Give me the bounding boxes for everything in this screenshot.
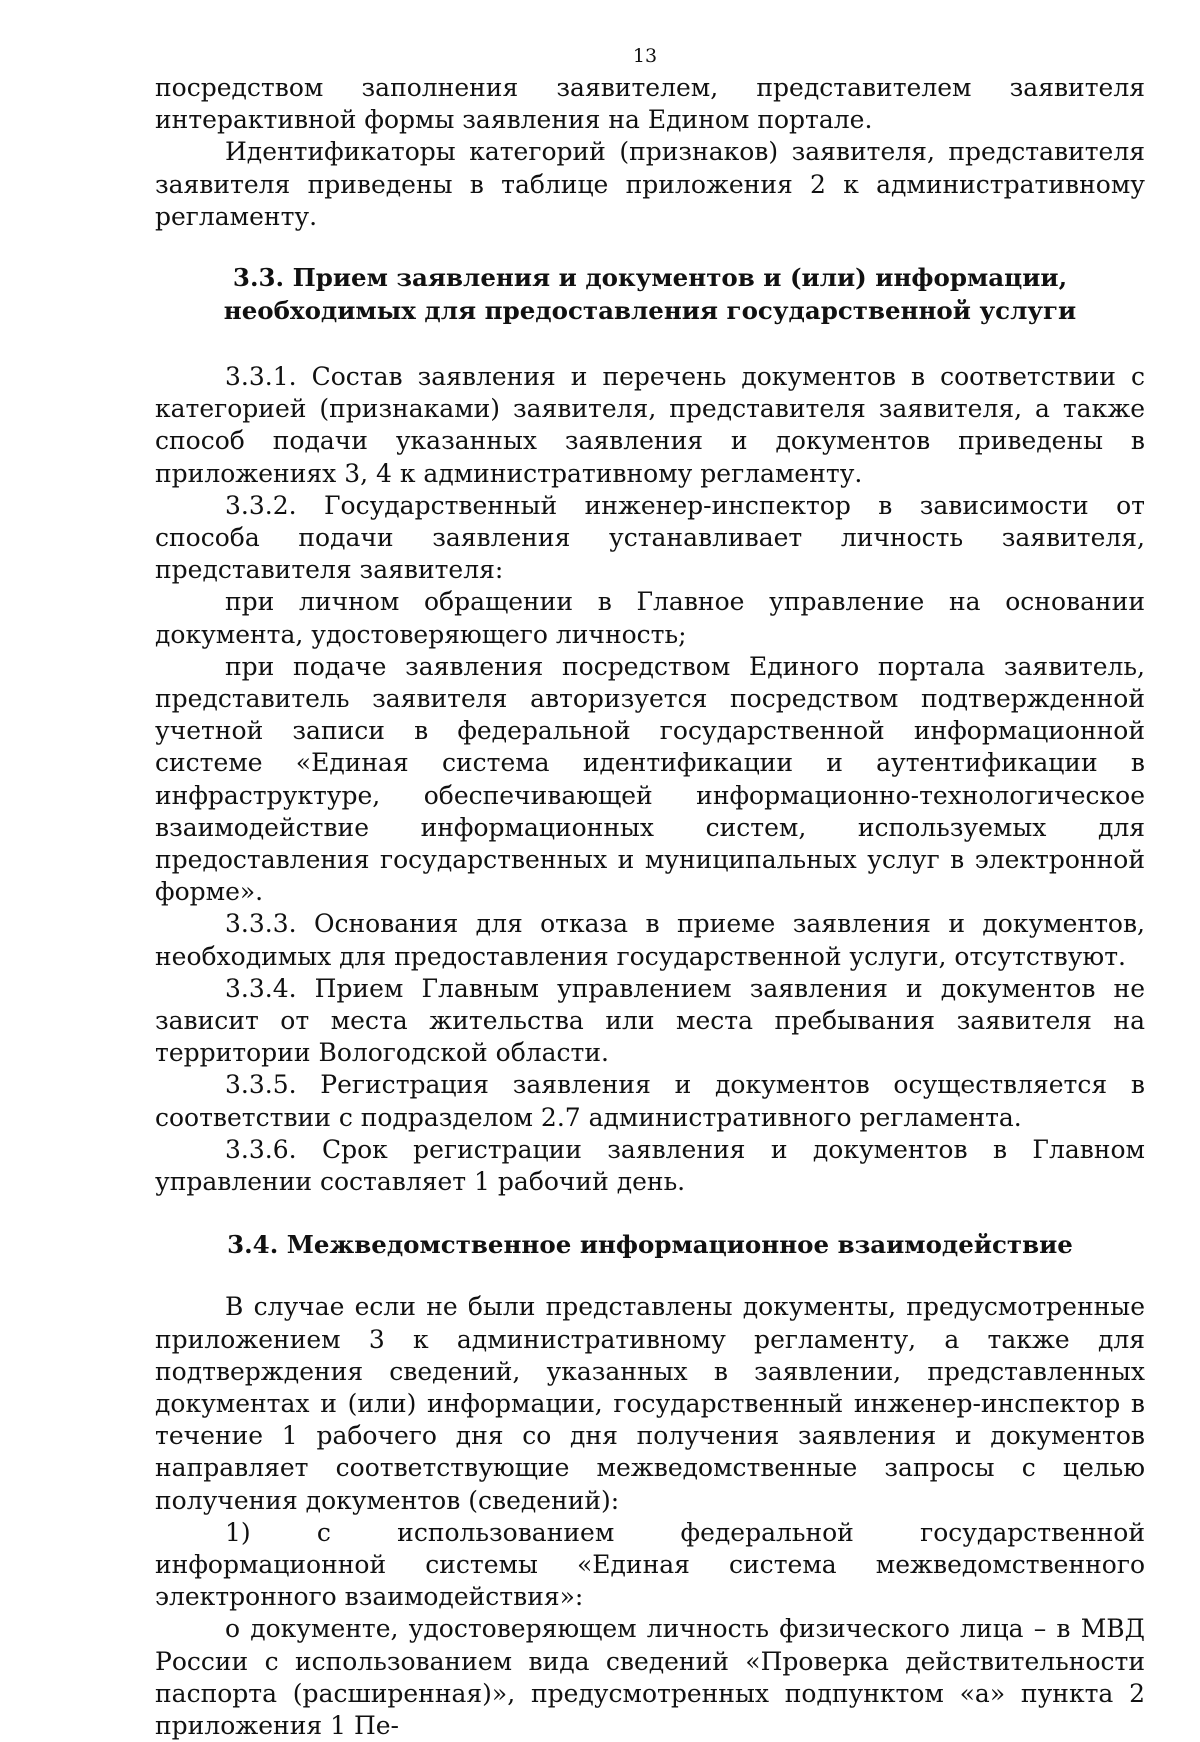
- section-3-4-paragraph: 1) с использованием федеральной государственной информационной системы «Единая система межведомственного электронного взаимодействия»:: [155, 1517, 1145, 1612]
- section-3-3-paragraph: 3.3.6. Срок регистрации заявления и документов в Главном управлении составляет 1 рабочий день.: [155, 1134, 1145, 1197]
- section-3-3-heading: [155, 261, 1145, 327]
- section-3-3-paragraph: 3.3.2. Государственный инженер-инспектор в зависимости от способа подачи заявления устанавливает личность заявителя, представителя заявителя:: [155, 490, 1145, 585]
- section-3-4-paragraph: В случае если не были представлены документы, предусмотренные приложением 3 к административному регламенту, а также для подтверждения сведений, указанных в заявлении, представленных документах и (или) информации, государственный инженер-инспектор в течение 1 рабочего дня со дня получения заявления и документов направляет соответствующие межведомственные запросы с целью получения документов (сведений):: [155, 1292, 1145, 1515]
- section-3-3-paragraph: при подаче заявления посредством Единого портала заявитель, представитель заявителя авторизуется посредством подтвержденной учетной записи в федеральной государственной информационной системе «Единая система идентификации и аутентификации в инфраструктуре, обеспечивающей информационно-технологическое взаимодействие информационных систем, используемых для предоставления государственных и муниципальных услуг в электронной форме».: [155, 651, 1145, 907]
- section-3-3-paragraph: 3.3.3. Основания для отказа в приеме заявления и документов, необходимых для предоставления государственной услуги, отсутствуют.: [155, 909, 1145, 971]
- intro-paragraph: Идентификаторы категорий (признаков) заявителя, представителя заявителя приведены в таблице приложения 2 к административному регламенту.: [155, 137, 1145, 231]
- section-3-4-paragraph: о документе, удостоверяющем личность физического лица – в МВД России с использованием вида сведений «Проверка действительности паспорта (расширенная)», предусмотренных подпунктом «а» пункта 2 приложения 1 Пе-: [155, 1614, 1145, 1740]
- section-3-3-heading-line: необходимых для предоставления государственной услуги: [223, 296, 1077, 326]
- section-3-3-paragraph: при личном обращении в Главное управление на основании документа, удостоверяющего личность;: [155, 587, 1145, 649]
- document-body: [155, 72, 1145, 1742]
- page-number: 13: [632, 45, 658, 67]
- section-3-3-paragraph: 3.3.1. Состав заявления и перечень документов в соответствии с категорией (признаками) заявителя, представителя заявителя, а также способ подачи указанных заявления и документов приведены в приложениях 3, 4 к административному регламенту.: [155, 362, 1145, 488]
- intro-paragraph: посредством заполнения заявителем, представителем заявителя интерактивной формы заявления на Едином портале.: [155, 73, 1145, 135]
- section-3-4-heading: 3.4. Межведомственное информационное взаимодействие: [227, 1230, 1073, 1260]
- section-3-3-paragraph: 3.3.5. Регистрация заявления и документов осуществляется в соответствии с подразделом 2.7 административного регламента.: [155, 1070, 1145, 1132]
- section-3-3-heading-line: 3.3. Прием заявления и документов и (или) информации,: [232, 263, 1068, 293]
- section-3-3-paragraph: 3.3.4. Прием Главным управлением заявления и документов не зависит от места жительства или места пребывания заявителя на территории Вологодской области.: [155, 973, 1145, 1068]
